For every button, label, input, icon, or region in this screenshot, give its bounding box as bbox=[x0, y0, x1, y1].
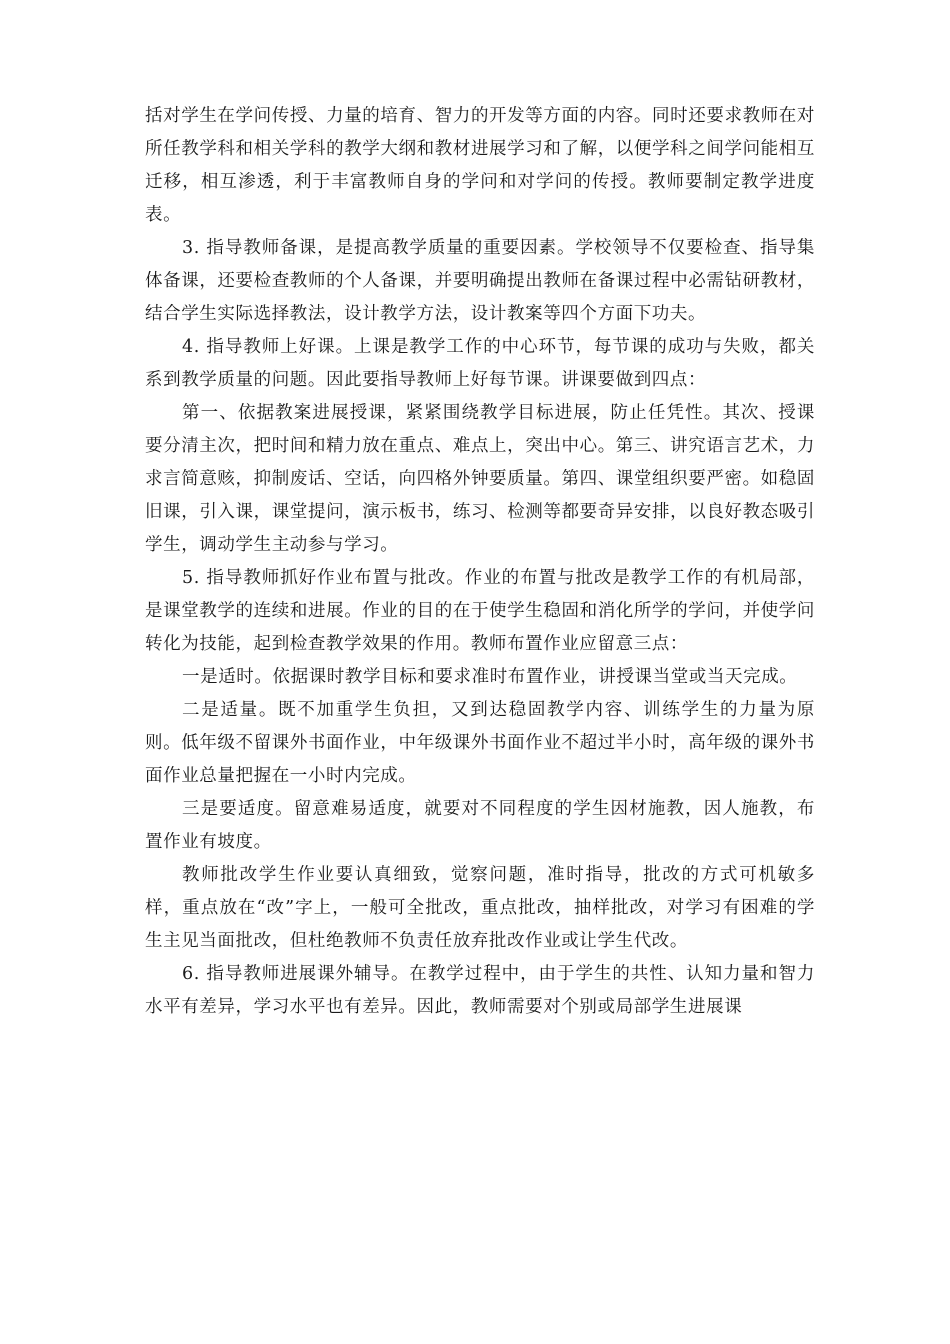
paragraph-moderate-amount: 二是适量。既不加重学生负担，又到达稳固教学内容、训练学生的力量为原则。低年级不留课外书面作业，中年级课外书面作业不超过半小时，高年级的课外书面作业总量把握在一小时内完成。 bbox=[145, 700, 815, 786]
paragraph-item-6: 6. 指导教师进展课外辅导。在教学过程中，由于学生的共性、认知力量和智力水平有差异，学习水平也有差异。因此，教师需要对个别或局部学生进展课 bbox=[145, 964, 815, 1017]
paragraph-grading: 教师批改学生作业要认真细致，觉察问题，准时指导，批改的方式可机敏多样，重点放在“改”字上，一般可全批改，重点批改，抽样批改，对学习有困难的学生主见当面批改，但杜绝教师不负责任放弃批改作业或让学生代改。 bbox=[145, 865, 815, 951]
paragraph-item-3: 3. 指导教师备课，是提高教学质量的重要因素。学校领导不仅要检查、指导集体备课，还要检查教师的个人备课，并要明确提出教师在备课过程中必需钻研教材，结合学生实际选择教法，设计教学方法，设计教案等四个方面下功夫。 bbox=[145, 238, 815, 324]
paragraph-timely: 一是适时。依据课时教学目标和要求准时布置作业，讲授课当堂或当天完成。 bbox=[182, 667, 798, 687]
paragraph-item-4: 4. 指导教师上好课。上课是教学工作的中心环节，每节课的成功与失败，都关系到教学质量的问题。因此要指导教师上好每节课。讲课要做到四点： bbox=[145, 337, 815, 390]
paragraph-appropriate-difficulty: 三是要适度。留意难易适度，就要对不同程度的学生因材施教，因人施教，布置作业有坡度。 bbox=[145, 799, 815, 852]
paragraph-four-points: 第一、依据教案进展授课，紧紧围绕教学目标进展，防止任凭性。其次、授课要分清主次，把时间和精力放在重点、难点上，突出中心。第三、讲究语言艺术，力求言简意赅，抑制废话、空话，向四格外钟要质量。第四、课堂组织要严密。如稳固旧课，引入课，课堂提问，演示板书，练习、检测等都要奇异安排，以良好教态吸引学生，调动学生主动参与学习。 bbox=[145, 403, 815, 555]
document-body bbox=[145, 100, 815, 1024]
paragraph-item-5: 5. 指导教师抓好作业布置与批改。作业的布置与批改是教学工作的有机局部，是课堂教学的连续和进展。作业的目的在于使学生稳固和消化所学的学问，并使学问转化为技能，起到检查教学效果的作用。教师布置作业应留意三点： bbox=[145, 568, 815, 654]
paragraph-continuation: 括对学生在学问传授、力量的培育、智力的开发等方面的内容。同时还要求教师在对所任教学科和相关学科的教学大纲和教材进展学习和了解，以便学科之间学问能相互迁移，相互渗透，利于丰富教师自身的学问和对学问的传授。教师要制定教学进度表。 bbox=[145, 106, 815, 225]
